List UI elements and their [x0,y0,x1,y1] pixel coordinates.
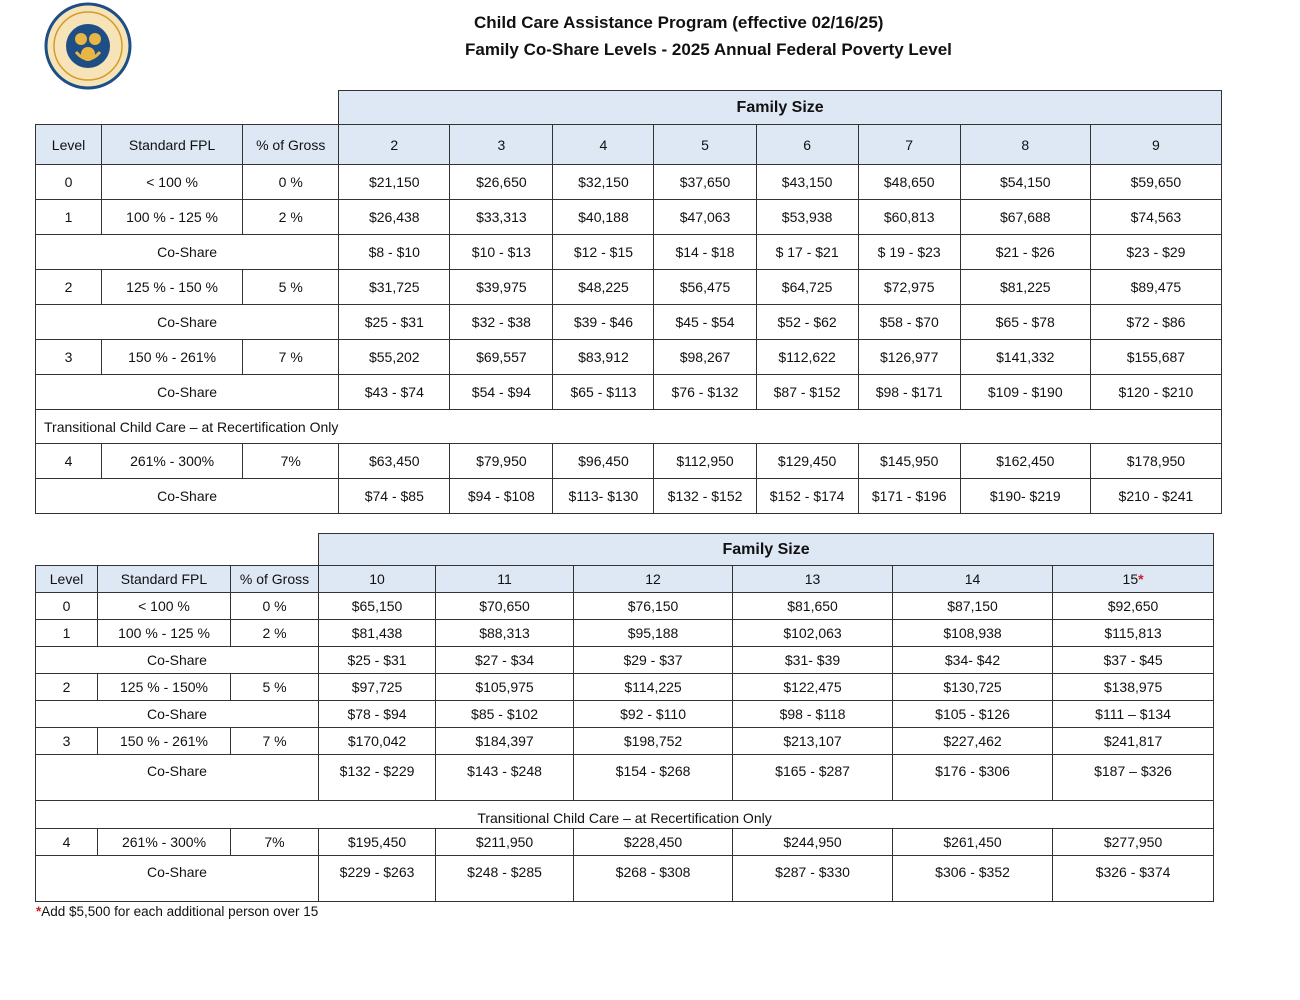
value-cell-size-12: $29 - $37 [574,647,733,674]
value-cell-size-8: $65 - $78 [960,305,1090,340]
value-cell-size-13: $165 - $287 [733,755,893,801]
coshare-label: Co-Share [36,479,339,514]
value-cell-size-13: $244,950 [733,829,893,856]
value-cell-size-13: $102,063 [733,620,893,647]
value-cell-size-6: $53,938 [756,200,858,235]
standard-fpl-cell: 100 % - 125 % [98,620,231,647]
coshare-row [36,755,1214,801]
family-size-6: 6 [756,125,858,165]
value-cell-size-15: $115,813 [1053,620,1214,647]
level-row [36,728,1214,755]
standard-fpl-cell: < 100 % [102,165,243,200]
value-cell-size-5: $98,267 [654,340,756,375]
level-row [36,340,1222,375]
standard-fpl-header: Standard FPL [98,566,231,593]
transitional-label: Transitional Child Care – at Recertification Only [36,410,1222,444]
value-cell-size-10: $65,150 [319,593,436,620]
value-cell-size-14: $227,462 [893,728,1053,755]
value-cell-size-9: $120 - $210 [1090,375,1221,410]
value-cell-size-13: $287 - $330 [733,856,893,902]
value-cell-size-3: $32 - $38 [450,305,553,340]
value-cell-size-10: $229 - $263 [319,856,436,902]
family-size-header: Family Size [339,91,1222,125]
value-cell-size-8: $81,225 [960,270,1090,305]
value-cell-size-8: $21 - $26 [960,235,1090,270]
value-cell-size-5: $47,063 [654,200,756,235]
family-size-13: 13 [733,566,893,593]
value-cell-size-6: $43,150 [756,165,858,200]
value-cell-size-15: $241,817 [1053,728,1214,755]
value-cell-size-12: $228,450 [574,829,733,856]
value-cell-size-8: $162,450 [960,444,1090,479]
value-cell-size-10: $81,438 [319,620,436,647]
value-cell-size-10: $195,450 [319,829,436,856]
percent-gross-cell: 5 % [243,270,339,305]
coshare-row [36,479,1222,514]
value-cell-size-14: $261,450 [893,829,1053,856]
coshare-label: Co-Share [36,755,319,801]
value-cell-size-13: $98 - $118 [733,701,893,728]
level-cell: 4 [36,444,102,479]
percent-gross-cell: 2 % [243,200,339,235]
family-size-14: 14 [893,566,1053,593]
value-cell-size-14: $87,150 [893,593,1053,620]
standard-fpl-cell: 150 % - 261% [102,340,243,375]
level-cell: 2 [36,270,102,305]
value-cell-size-6: $64,725 [756,270,858,305]
value-cell-size-2: $31,725 [339,270,450,305]
value-cell-size-3: $39,975 [450,270,553,305]
coshare-table-family-10-15 [35,533,1214,902]
value-cell-size-10: $25 - $31 [319,647,436,674]
value-cell-size-7: $145,950 [858,444,960,479]
level-row [36,200,1222,235]
value-cell-size-4: $39 - $46 [553,305,654,340]
level-header: Level [36,566,98,593]
coshare-row [36,856,1214,902]
level-cell: 1 [36,200,102,235]
value-cell-size-4: $12 - $15 [553,235,654,270]
value-cell-size-12: $95,188 [574,620,733,647]
standard-fpl-cell: 261% - 300% [98,829,231,856]
level-row [36,620,1214,647]
value-cell-size-4: $32,150 [553,165,654,200]
value-cell-size-13: $122,475 [733,674,893,701]
value-cell-size-6: $87 - $152 [756,375,858,410]
level-cell: 1 [36,620,98,647]
percent-gross-cell: 7 % [231,728,319,755]
percent-gross-cell: 7% [243,444,339,479]
value-cell-size-7: $58 - $70 [858,305,960,340]
value-cell-size-11: $184,397 [436,728,574,755]
level-cell: 3 [36,728,98,755]
value-cell-size-10: $132 - $229 [319,755,436,801]
value-cell-size-2: $63,450 [339,444,450,479]
value-cell-size-11: $248 - $285 [436,856,574,902]
coshare-label: Co-Share [36,375,339,410]
level-row [36,829,1214,856]
value-cell-size-3: $33,313 [450,200,553,235]
value-cell-size-15: $111 – $134 [1053,701,1214,728]
value-cell-size-10: $170,042 [319,728,436,755]
value-cell-size-12: $198,752 [574,728,733,755]
value-cell-size-7: $ 19 - $23 [858,235,960,270]
value-cell-size-6: $129,450 [756,444,858,479]
value-cell-size-5: $14 - $18 [654,235,756,270]
value-cell-size-6: $ 17 - $21 [756,235,858,270]
percent-gross-header: % of Gross [243,125,339,165]
asterisk-marker: * [1138,571,1144,587]
value-cell-size-3: $26,650 [450,165,553,200]
value-cell-size-4: $83,912 [553,340,654,375]
coshare-label: Co-Share [36,647,319,674]
value-cell-size-10: $78 - $94 [319,701,436,728]
level-cell: 2 [36,674,98,701]
level-cell: 0 [36,593,98,620]
value-cell-size-12: $92 - $110 [574,701,733,728]
family-size-12: 12 [574,566,733,593]
value-cell-size-8: $109 - $190 [960,375,1090,410]
level-header: Level [36,125,102,165]
value-cell-size-14: $306 - $352 [893,856,1053,902]
value-cell-size-3: $79,950 [450,444,553,479]
value-cell-size-15: $326 - $374 [1053,856,1214,902]
value-cell-size-5: $76 - $132 [654,375,756,410]
coshare-label: Co-Share [36,305,339,340]
value-cell-size-4: $40,188 [553,200,654,235]
transitional-label: Transitional Child Care – at Recertification Only [36,801,1214,829]
footnote-text: Add $5,500 for each additional person over 15 [41,904,319,919]
value-cell-size-9: $74,563 [1090,200,1221,235]
family-size-2: 2 [339,125,450,165]
value-cell-size-6: $112,622 [756,340,858,375]
value-cell-size-2: $8 - $10 [339,235,450,270]
value-cell-size-6: $52 - $62 [756,305,858,340]
value-cell-size-5: $132 - $152 [654,479,756,514]
value-cell-size-4: $65 - $113 [553,375,654,410]
family-size-header: Family Size [319,534,1214,566]
value-cell-size-11: $105,975 [436,674,574,701]
level-row [36,165,1222,200]
coshare-row [36,235,1222,270]
value-cell-size-12: $114,225 [574,674,733,701]
value-cell-size-8: $141,332 [960,340,1090,375]
value-cell-size-5: $37,650 [654,165,756,200]
standard-fpl-cell: 261% - 300% [102,444,243,479]
value-cell-size-15: $92,650 [1053,593,1214,620]
value-cell-size-5: $56,475 [654,270,756,305]
family-size-8: 8 [960,125,1090,165]
value-cell-size-12: $76,150 [574,593,733,620]
value-cell-size-12: $154 - $268 [574,755,733,801]
value-cell-size-2: $55,202 [339,340,450,375]
value-cell-size-8: $190- $219 [960,479,1090,514]
value-cell-size-11: $143 - $248 [436,755,574,801]
ri-dhs-seal-icon [38,2,138,90]
level-cell: 4 [36,829,98,856]
value-cell-size-3: $94 - $108 [450,479,553,514]
value-cell-size-10: $97,725 [319,674,436,701]
level-row [36,444,1222,479]
value-cell-size-2: $25 - $31 [339,305,450,340]
value-cell-size-14: $105 - $126 [893,701,1053,728]
transitional-row [36,410,1222,444]
standard-fpl-cell: 100 % - 125 % [102,200,243,235]
family-size-3: 3 [450,125,553,165]
value-cell-size-9: $23 - $29 [1090,235,1221,270]
value-cell-size-3: $10 - $13 [450,235,553,270]
standard-fpl-cell: < 100 % [98,593,231,620]
percent-gross-header: % of Gross [231,566,319,593]
value-cell-size-4: $96,450 [553,444,654,479]
value-cell-size-11: $88,313 [436,620,574,647]
family-size-4: 4 [553,125,654,165]
value-cell-size-9: $59,650 [1090,165,1221,200]
level-row [36,593,1214,620]
footnote [36,904,318,919]
level-row [36,674,1214,701]
value-cell-size-11: $85 - $102 [436,701,574,728]
percent-gross-cell: 5 % [231,674,319,701]
standard-fpl-cell: 150 % - 261% [98,728,231,755]
value-cell-size-2: $43 - $74 [339,375,450,410]
value-cell-size-15: $138,975 [1053,674,1214,701]
value-cell-size-8: $54,150 [960,165,1090,200]
coshare-label: Co-Share [36,701,319,728]
value-cell-size-11: $27 - $34 [436,647,574,674]
level-row [36,270,1222,305]
family-size-15: 15* [1053,566,1214,593]
percent-gross-cell: 0 % [243,165,339,200]
value-cell-size-14: $176 - $306 [893,755,1053,801]
family-size-7: 7 [858,125,960,165]
footnote-star: * [36,904,42,919]
value-cell-size-3: $69,557 [450,340,553,375]
value-cell-size-15: $187 – $326 [1053,755,1214,801]
value-cell-size-14: $130,725 [893,674,1053,701]
level-cell: 3 [36,340,102,375]
value-cell-size-11: $211,950 [436,829,574,856]
percent-gross-cell: 7 % [243,340,339,375]
value-cell-size-7: $48,650 [858,165,960,200]
value-cell-size-6: $152 - $174 [756,479,858,514]
value-cell-size-2: $21,150 [339,165,450,200]
coshare-row [36,701,1214,728]
value-cell-size-7: $72,975 [858,270,960,305]
value-cell-size-9: $72 - $86 [1090,305,1221,340]
coshare-table-family-2-9 [35,90,1222,514]
value-cell-size-2: $26,438 [339,200,450,235]
family-size-10: 10 [319,566,436,593]
family-size-9: 9 [1090,125,1221,165]
value-cell-size-2: $74 - $85 [339,479,450,514]
transitional-row [36,801,1214,829]
percent-gross-cell: 7% [231,829,319,856]
coshare-row [36,647,1214,674]
value-cell-size-4: $113- $130 [553,479,654,514]
value-cell-size-13: $31- $39 [733,647,893,674]
value-cell-size-12: $268 - $308 [574,856,733,902]
standard-fpl-header: Standard FPL [102,125,243,165]
coshare-row [36,375,1222,410]
value-cell-size-7: $126,977 [858,340,960,375]
value-cell-size-14: $34- $42 [893,647,1053,674]
family-size-5: 5 [654,125,756,165]
value-cell-size-7: $60,813 [858,200,960,235]
value-cell-size-11: $70,650 [436,593,574,620]
family-size-11: 11 [436,566,574,593]
standard-fpl-cell: 125 % - 150 % [102,270,243,305]
value-cell-size-5: $112,950 [654,444,756,479]
value-cell-size-13: $213,107 [733,728,893,755]
value-cell-size-3: $54 - $94 [450,375,553,410]
standard-fpl-cell: 125 % - 150% [98,674,231,701]
value-cell-size-5: $45 - $54 [654,305,756,340]
value-cell-size-13: $81,650 [733,593,893,620]
coshare-label: Co-Share [36,856,319,902]
value-cell-size-4: $48,225 [553,270,654,305]
coshare-row [36,305,1222,340]
value-cell-size-7: $98 - $171 [858,375,960,410]
value-cell-size-7: $171 - $196 [858,479,960,514]
value-cell-size-9: $210 - $241 [1090,479,1221,514]
value-cell-size-9: $155,687 [1090,340,1221,375]
value-cell-size-15: $37 - $45 [1053,647,1214,674]
value-cell-size-14: $108,938 [893,620,1053,647]
value-cell-size-15: $277,950 [1053,829,1214,856]
value-cell-size-9: $178,950 [1090,444,1221,479]
percent-gross-cell: 0 % [231,593,319,620]
value-cell-size-8: $67,688 [960,200,1090,235]
value-cell-size-9: $89,475 [1090,270,1221,305]
level-cell: 0 [36,165,102,200]
coshare-label: Co-Share [36,235,339,270]
percent-gross-cell: 2 % [231,620,319,647]
